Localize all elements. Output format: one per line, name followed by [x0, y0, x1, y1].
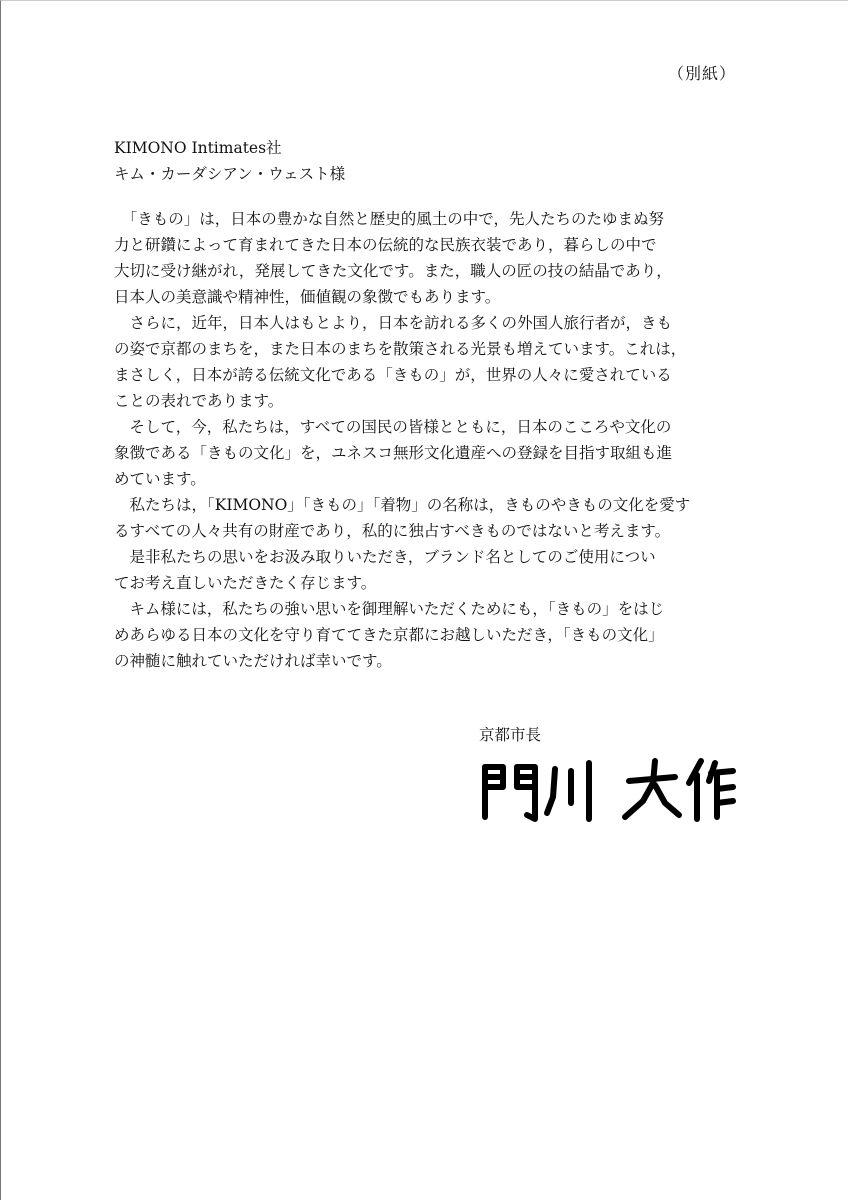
body-line: 是非私たちの思いをお汲み取りいただき，ブランド名としてのご使用につい [114, 548, 656, 566]
body-line: 大切に受け継がれ，発展してきた文化です。また，職人の匠の技の結晶であり， [114, 262, 672, 280]
body-line: キム様には，私たちの強い思いを御理解いただくためにも，「きもの」をはじ [114, 600, 665, 618]
handwritten-signature [471, 753, 741, 825]
body-line: そして，今，私たちは，すべての国民の皆様とともに，日本のこころや文化の [114, 418, 672, 436]
body-line: 象徴である「きもの文化」を，ユネスコ無形文化遺産への登録を目指す取組も進 [114, 444, 673, 462]
body-line: 私たちは，「KIMONO」「きもの」「着物」の名称は，きものやきもの文化を愛す [114, 496, 691, 514]
body-line: 日本人の美意識や精神性，価値観の象徴でもあります。 [114, 288, 501, 306]
recipient-name: キム・カーダシアン・ウェスト様 [114, 165, 346, 183]
letter-body [114, 206, 754, 674]
body-line: めあらゆる日本の文化を守り育ててきた京都にお越しいただき，「きもの文化」 [114, 626, 664, 644]
recipient-company: KIMONO Intimates社 [114, 139, 282, 157]
body-line: るすべての人々共有の財産であり，私的に独占すべきものではないと考えます。 [114, 522, 671, 540]
body-line: の姿で京都のまちを，また日本のまちを散策される光景も増えています。これは， [114, 340, 687, 358]
attachment-label: （別紙） [667, 64, 736, 83]
body-line: 「きもの」は，日本の豊かな自然と歴史的風土の中で，先人たちのたゆまぬ努 [114, 210, 664, 228]
body-line: てお考え直しいただきたく存じます。 [114, 574, 377, 592]
body-line: めています。 [114, 470, 206, 488]
recipient-block [114, 135, 345, 187]
sender-title: 京都市長 [479, 726, 542, 744]
body-line: 力と研鑽によって育まれてきた日本の伝統的な民族衣装であり，暮らしの中で [114, 236, 657, 254]
body-line: ことの表れであります。 [114, 392, 284, 410]
body-line: まさしく，日本が誇る伝統文化である「きもの」が，世界の人々に愛されている [114, 366, 672, 384]
body-line: の神髄に触れていただければ幸いです。 [114, 652, 392, 670]
body-line: さらに，近年，日本人はもとより，日本を訪れる多くの外国人旅行者が，きも [114, 314, 673, 332]
